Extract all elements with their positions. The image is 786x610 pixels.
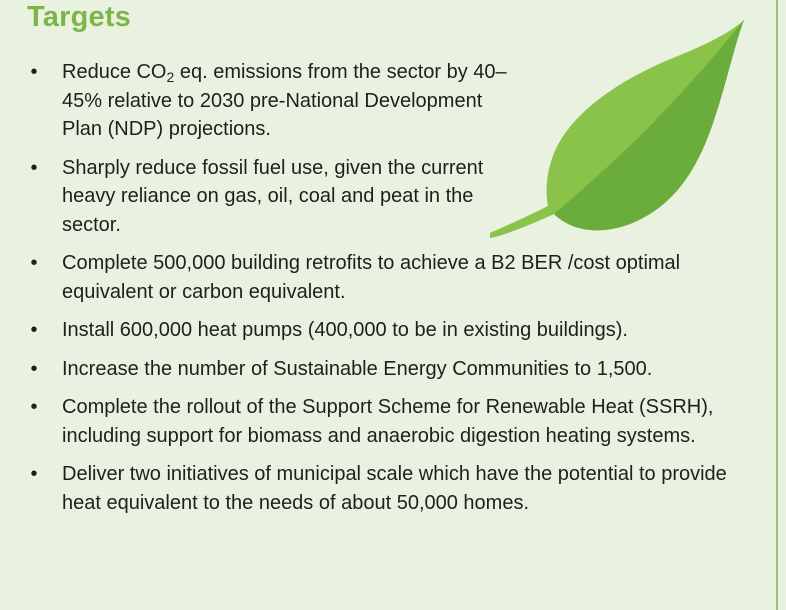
list-item-text: Complete the rollout of the Support Scheme for Renewable Heat (SSRH), including support for biomass and anaerobic digestion heating systems.: [62, 396, 714, 447]
subscript: 2: [166, 69, 175, 85]
list-item: [27, 393, 757, 450]
list-item-text: Reduce $CO_2$ eq. emissions from the sector by 40–45% relative to 2030 pre-National Development Plan (NDP) projections.: [62, 61, 507, 140]
list-item: [27, 355, 757, 384]
bullet: •: [30, 252, 38, 274]
bullet: •: [30, 156, 38, 179]
bullet: •: [30, 61, 38, 83]
targets-list: [27, 58, 757, 527]
list-item-text: Deliver two initiatives of municipal scale which have the potential to provide heat equivalent to the needs of about 50,000 homes.: [62, 463, 727, 514]
list-item: [27, 460, 757, 517]
list-item: [27, 249, 757, 306]
bullet: •: [30, 463, 38, 485]
bullet: •: [30, 396, 38, 418]
list-item: [27, 154, 757, 240]
list-item: [27, 58, 757, 144]
list-item-text: Sharply reduce fossil fuel use, given the current heavy reliance on gas, oil, coal and peat in the sector.: [62, 156, 484, 236]
list-item-text: Complete 500,000 building retrofits to achieve a B2 BER /cost optimal equivalent or carbon equivalent.: [62, 252, 681, 303]
list-item-text: Increase the number of Sustainable Energy Communities to 1,500.: [62, 357, 653, 380]
bullet: •: [30, 357, 38, 380]
section-title: Targets: [27, 1, 132, 33]
bullet: •: [30, 319, 38, 341]
list-item: [27, 316, 757, 345]
list-item-text: Install 600,000 heat pumps (400,000 to be in existing buildings).: [62, 319, 628, 341]
